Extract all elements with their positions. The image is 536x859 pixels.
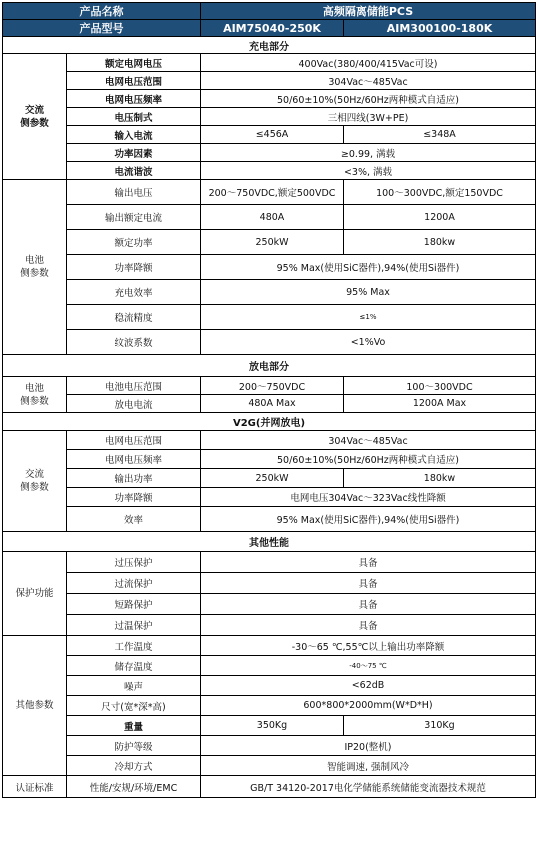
row-value-a: 250kW [201,230,344,255]
table-row [3,469,536,488]
row-value: 具备 [201,594,536,615]
row-label: 工作温度 [67,636,201,656]
row-label: 防护等级 [67,736,201,756]
table-row [3,54,536,72]
row-value: ≤1% [201,305,536,330]
table-row [3,377,536,395]
table-row [3,716,536,736]
row-value: <1%Vo [201,330,536,355]
row-value: 400Vac(380/400/415Vac可设) [201,54,536,72]
row-value-b: 100～300VDC [344,377,536,395]
section-title: V2G(并网放电) [3,413,536,431]
row-label: 充电效率 [67,280,201,305]
group-label-line2: 侧参数 [20,395,49,407]
section-charge [3,37,536,54]
row-value-a: 250kW [201,469,344,488]
table-row [3,636,536,656]
group-label-line1: 交流 [24,469,44,480]
row-value-a: 480A Max [201,395,344,413]
table-row [3,594,536,615]
row-label: 输出功率 [67,469,201,488]
row-value: 三相四线(3W+PE) [201,108,536,126]
row-value-a: ≤456A [201,126,344,144]
row-value-b: 1200A Max [344,395,536,413]
group-label-line1: 电池 [24,255,44,266]
product-model-a: AIM75040-250K [201,20,344,37]
row-label: 过压保护 [67,552,201,573]
header-row-name [3,3,536,20]
row-value-a: 200～750VDC [201,377,344,395]
group-charge-battery [3,180,67,355]
spec-table [2,2,536,798]
row-value: 304Vac～485Vac [201,431,536,450]
row-value: GB/T 34120-2017电化学储能系统储能变流器技术规范 [201,776,536,798]
row-value: 600*800*2000mm(W*D*H) [201,696,536,716]
table-row [3,450,536,469]
row-label: 输出额定电流 [67,205,201,230]
row-label: 过温保护 [67,615,201,636]
row-value: -30～65 ℃,55℃以上输出功率降额 [201,636,536,656]
row-label: 储存温度 [67,656,201,676]
row-value-a: 350Kg [201,716,344,736]
group-discharge-battery [3,377,67,413]
row-value-b: 1200A [344,205,536,230]
table-row [3,656,536,676]
row-value: -40～75 ℃ [201,656,536,676]
row-value: 304Vac～485Vac [201,72,536,90]
table-row-cert [3,776,536,798]
table-row [3,162,536,180]
table-row [3,108,536,126]
table-row [3,696,536,716]
product-name-value: 高频隔离储能PCS [201,3,536,20]
row-value: 50/60±10%(50Hz/60Hz两种模式自适应) [201,450,536,469]
table-row [3,552,536,573]
group-label-line2: 侧参数 [20,482,49,493]
group-label-line1: 电池 [24,382,44,394]
table-row [3,205,536,230]
row-value-b: 310Kg [344,716,536,736]
row-value: ≥0.99, 满载 [201,144,536,162]
row-value: 电网电压304Vac～323Vac线性降额 [201,488,536,507]
row-value: 50/60±10%(50Hz/60Hz两种模式自适应) [201,90,536,108]
row-label: 过流保护 [67,573,201,594]
row-label: 纹波系数 [67,330,201,355]
row-label: 功率降额 [67,255,201,280]
row-label: 额定电网电压 [67,54,201,72]
product-model-b: AIM300100-180K [344,20,536,37]
group-charge-ac [3,54,67,180]
table-row [3,488,536,507]
table-row [3,573,536,594]
row-value-a: 200～750VDC,额定500VDC [201,180,344,205]
table-row [3,756,536,776]
table-row [3,615,536,636]
row-label: 输出电压 [67,180,201,205]
group-misc: 其他参数 [3,636,67,776]
section-other [3,532,536,552]
table-row [3,736,536,756]
table-row [3,676,536,696]
row-label: 冷却方式 [67,756,201,776]
table-row [3,144,536,162]
row-label: 尺寸(宽*深*高) [67,696,201,716]
row-label: 电压制式 [67,108,201,126]
row-value-b: 180kw [344,230,536,255]
row-label: 短路保护 [67,594,201,615]
row-value: 智能调速, 强制风冷 [201,756,536,776]
row-label: 输入电流 [67,126,201,144]
group-label-line2: 侧参数 [20,117,49,129]
row-value-b: ≤348A [344,126,536,144]
product-model-label: 产品型号 [3,20,201,37]
table-row [3,330,536,355]
group-label-line2: 侧参数 [20,268,49,279]
table-row [3,431,536,450]
row-label: 额定功率 [67,230,201,255]
row-label: 功率因素 [67,144,201,162]
row-value: 具备 [201,573,536,594]
row-label: 效率 [67,507,201,532]
table-row [3,180,536,205]
row-value: IP20(整机) [201,736,536,756]
group-protection: 保护功能 [3,552,67,636]
table-row [3,507,536,532]
row-value: 95% Max(使用SiC器件),94%(使用Si器件) [201,507,536,532]
row-label: 电池电压范围 [67,377,201,395]
row-value-b: 100～300VDC,额定150VDC [344,180,536,205]
row-value: <62dB [201,676,536,696]
table-row [3,72,536,90]
header-row-model [3,20,536,37]
group-cert: 认证标准 [3,776,67,798]
row-label: 重量 [67,716,201,736]
row-label: 功率降额 [67,488,201,507]
table-row [3,280,536,305]
row-label: 稳流精度 [67,305,201,330]
row-label: 电网电压频率 [67,450,201,469]
row-value-b: 180kw [344,469,536,488]
table-row [3,230,536,255]
row-label: 电网电压范围 [67,431,201,450]
section-title: 放电部分 [3,355,536,377]
row-value: 具备 [201,615,536,636]
row-label: 噪声 [67,676,201,696]
row-label: 电网电压范围 [67,72,201,90]
table-row [3,90,536,108]
section-title: 其他性能 [3,532,536,552]
table-row [3,126,536,144]
row-label: 电网电压频率 [67,90,201,108]
row-value-a: 480A [201,205,344,230]
row-label: 性能/安规/环境/EMC [67,776,201,798]
table-row [3,305,536,330]
row-value: <3%, 满载 [201,162,536,180]
group-discharge-ac [3,431,67,532]
row-value: 具备 [201,552,536,573]
group-label-line1: 交流 [24,104,44,116]
row-label: 电流谐波 [67,162,201,180]
section-title: 充电部分 [3,37,536,54]
row-value: 95% Max [201,280,536,305]
row-value: 95% Max(使用SiC器件),94%(使用Si器件) [201,255,536,280]
product-name-label: 产品名称 [3,3,201,20]
table-row [3,255,536,280]
section-v2g [3,413,536,431]
section-discharge [3,355,536,377]
row-label: 放电电流 [67,395,201,413]
table-row [3,395,536,413]
